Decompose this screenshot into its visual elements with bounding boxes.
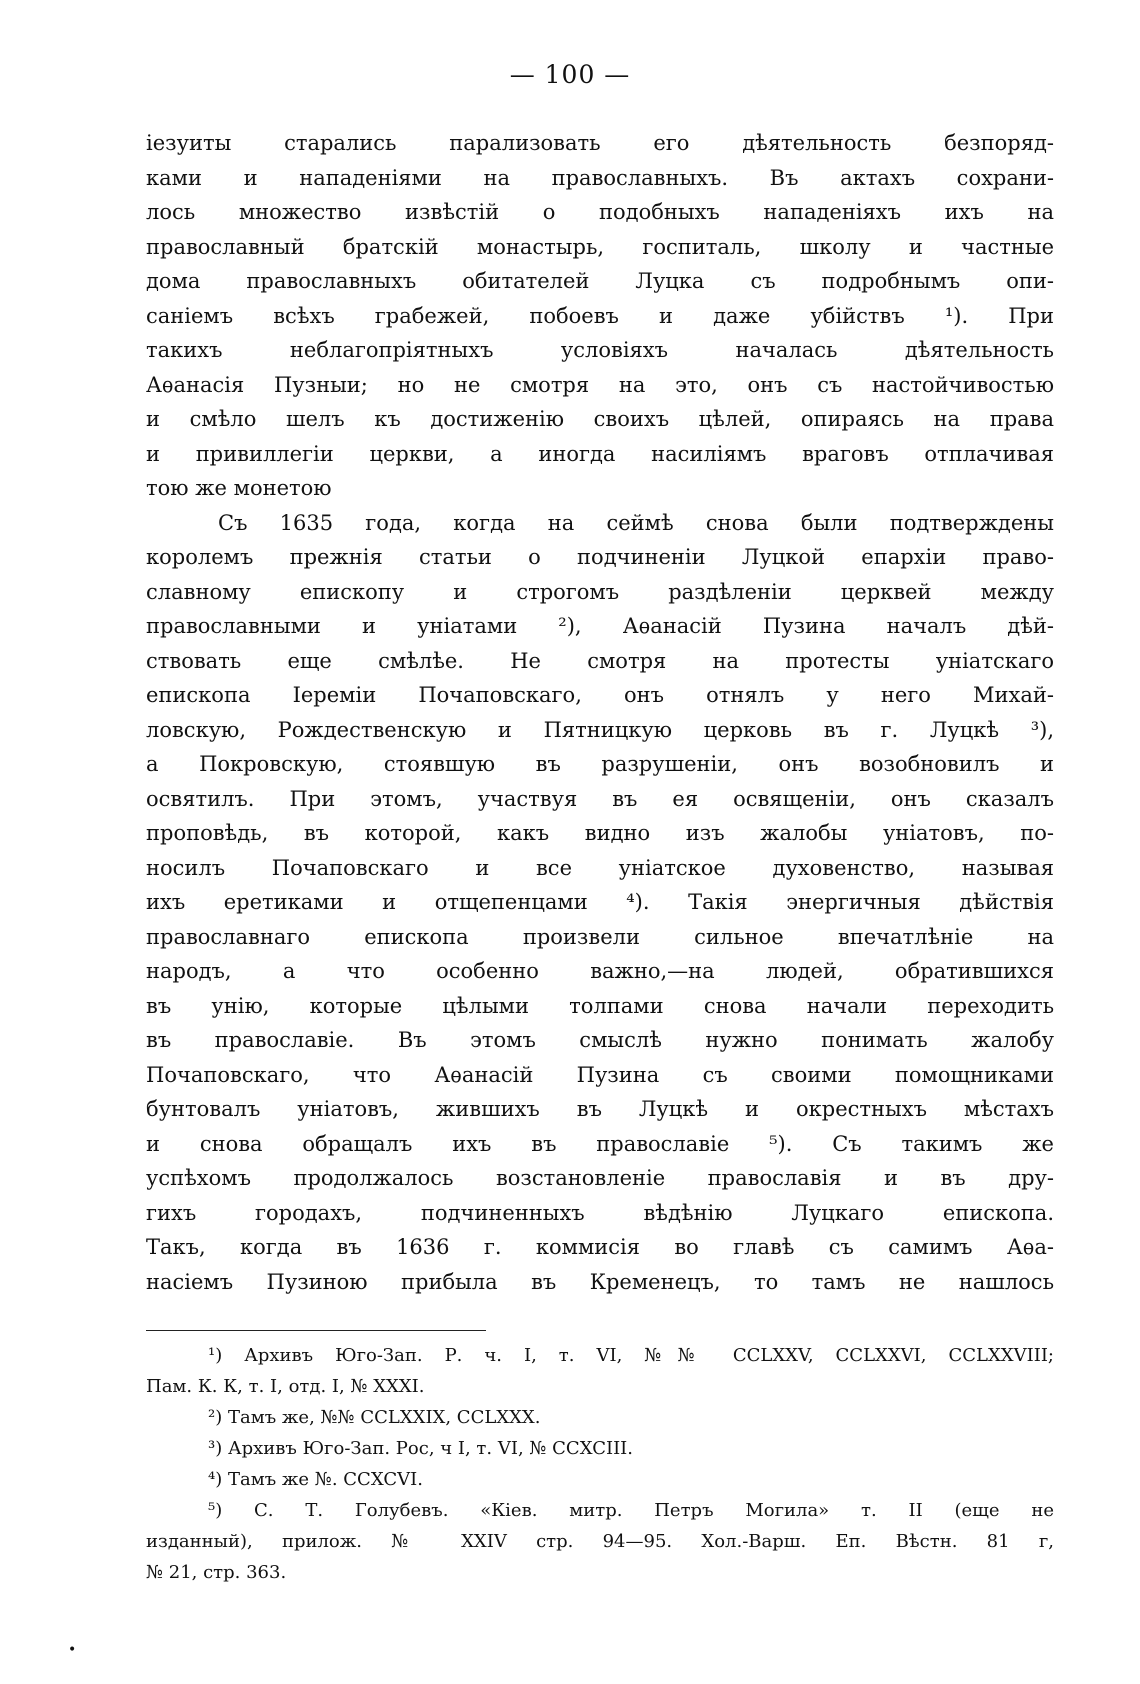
text-line: проповѣдь, въ которой, какъ видно изъ жалобы уніатовъ, по- <box>146 821 1054 845</box>
page-number: — 100 — <box>509 60 631 89</box>
text-line: дома православныхъ обитателей Луцка съ подробнымъ опи- <box>146 269 1054 293</box>
text-line: освятилъ. При этомъ, участвуя въ ея освященіи, онъ сказалъ <box>146 786 1054 811</box>
text-line: успѣхомъ продолжалось возстановленіе православія и въ дру- <box>146 1166 1054 1190</box>
text-line: Такъ, когда въ 1636 г. коммисія во главѣ съ самимъ Аѳа- <box>146 1235 1054 1259</box>
footnote-divider <box>146 1330 486 1331</box>
text-line: народъ, а что особенно важно,—на людей, обратившихся <box>146 959 1054 983</box>
footnote-4: ⁴) Тамъ же №. CCXCVI. <box>208 1469 423 1490</box>
text-line: въ православіе. Въ этомъ смыслѣ нужно понимать жалобу <box>146 1028 1054 1052</box>
text-line: ствовать еще смѣлѣе. Не смотря на протесты уніатскаго <box>146 648 1054 673</box>
footnote-1-continued: Пам. К. К, т. I, отд. I, № XXXI. <box>146 1376 425 1397</box>
footnote-5-continued: изданный), прилож. № XXIV стр. 94—95. Хол.-Варш. Еп. Вѣстн. 81 г, <box>146 1531 1054 1552</box>
text-line: ихъ еретиками и отщепенцами ⁴). Такія энергичныя дѣйствія <box>146 890 1054 914</box>
footnote-2: ²) Тамъ же, №№ CCLXXIX, CCLXXX. <box>208 1407 541 1428</box>
text-line: православный братскій монастырь, госпиталь, школу и частные <box>146 234 1054 259</box>
text-line: гихъ городахъ, подчиненныхъ вѣдѣнію Луцкаго епископа. <box>146 1200 1054 1225</box>
text-line: православнаго епископа произвели сильное впечатлѣніе на <box>146 924 1054 949</box>
text-line: славному епископу и строгомъ раздѣленіи церквей между <box>146 579 1054 604</box>
text-line: въ унію, которые цѣлыми толпами снова начали переходить <box>146 993 1054 1018</box>
text-line: и привиллегіи церкви, а иногда насиліямъ враговъ отплачивая <box>146 441 1054 466</box>
footnote-3: ³) Архивъ Юго-Зап. Рос, ч I, т. VI, № CCXCIII. <box>208 1438 634 1459</box>
text-line: а Покровскую, стоявшую въ разрушеніи, онъ возобновилъ и <box>146 752 1054 776</box>
text-line: саніемъ всѣхъ грабежей, побоевъ и даже убійствъ ¹). При <box>146 303 1054 328</box>
text-line: и снова обращалъ ихъ въ православіе ⁵). Съ такимъ же <box>146 1131 1054 1156</box>
text-line: тою же монетою <box>146 476 332 500</box>
text-line: епископа Іереміи Почаповскаго, онъ отнялъ у него Михай- <box>146 683 1054 707</box>
text-line: королемъ прежнія статьи о подчиненіи Луцкой епархіи право- <box>146 545 1054 569</box>
text-line: Почаповскаго, что Аѳанасій Пузина съ своими помощниками <box>146 1062 1054 1087</box>
page-corner-mark: • <box>68 1642 77 1658</box>
text-line: насіемъ Пузиною прибыла въ Кременецъ, то тамъ не нашлось <box>146 1269 1054 1294</box>
text-line: ками и нападеніями на православныхъ. Въ актахъ сохрани- <box>146 165 1054 190</box>
text-line: бунтовалъ уніатовъ, жившихъ въ Луцкѣ и окрестныхъ мѣстахъ <box>146 1097 1054 1121</box>
text-line: такихъ неблагопріятныхъ условіяхъ началась дѣятельность <box>146 338 1054 362</box>
text-line: православными и уніатами ²), Аѳанасій Пузина началъ дѣй- <box>146 614 1054 638</box>
footnote-5-continued: № 21, стр. 363. <box>146 1562 287 1583</box>
footnote-5: ⁵) С. Т. Голубевъ. «Кіев. митр. Петръ Могила» т. II (еще не <box>208 1500 1054 1521</box>
text-line: ловскую, Рождественскую и Пятницкую церковь въ г. Луцкѣ ³), <box>146 717 1054 742</box>
footnote-1: ¹) Архивъ Юго-Зап. Р. ч. I, т. VI, №№ CCLXXV, CCLXXVI, CCLXXVIII; <box>208 1345 1054 1366</box>
text-line: іезуиты старались парализовать его дѣятельность безпоряд- <box>146 131 1054 155</box>
text-line: носилъ Почаповскаго и все уніатское духовенство, называя <box>146 855 1054 880</box>
body-text <box>146 126 1054 1299</box>
text-line: и смѣло шелъ къ достиженію своихъ цѣлей, опираясь на права <box>146 407 1054 431</box>
footnotes <box>146 1340 1054 1588</box>
paragraph-start-line: Съ 1635 года, когда на сеймѣ снова были подтверждены <box>218 510 1054 535</box>
text-line: лось множество извѣстій о подобныхъ нападеніяхъ ихъ на <box>146 200 1054 224</box>
text-line: Аѳанасія Пузныи; но не смотря на это, онъ съ настойчивостью <box>146 372 1054 397</box>
